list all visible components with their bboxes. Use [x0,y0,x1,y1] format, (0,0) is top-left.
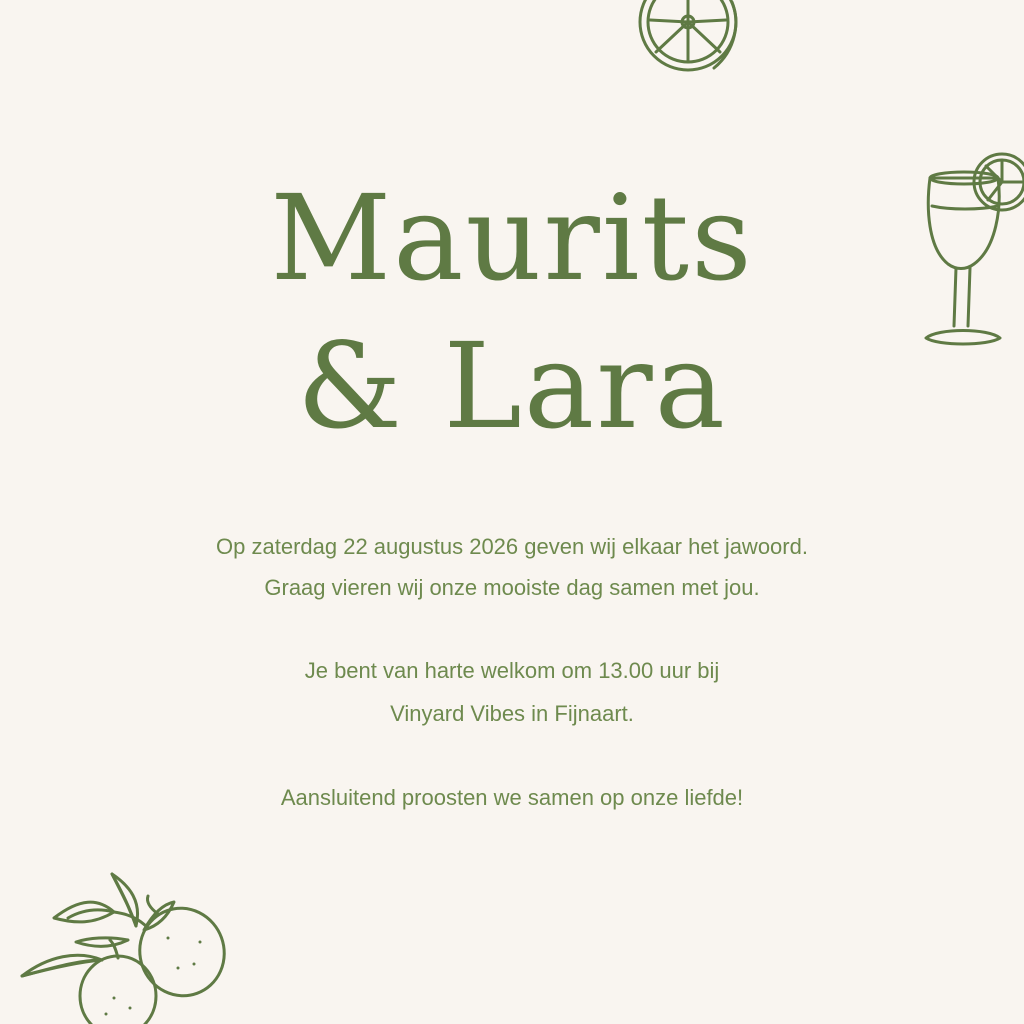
lime-slice-icon [636,0,746,82]
invitation-time-line: Je bent van harte welkom om 13.00 uur bij [304,658,720,683]
name-bride: & Lara [296,317,727,455]
invitation-venue-line: Vinyard Vibes in Fijnaart. [390,701,634,726]
name-groom: Maurits [270,169,754,307]
invitation-celebrate-line: Graag vieren wij onze mooiste dag samen met jou. [264,575,760,600]
invitation-date-line: Op zaterdag 22 augustus 2026 geven wij elkaar het jawoord. [216,534,808,559]
invitation-toast-line: Aansluitend proosten we samen op onze liefde! [280,785,744,810]
lemon-branch-icon [18,868,233,1024]
